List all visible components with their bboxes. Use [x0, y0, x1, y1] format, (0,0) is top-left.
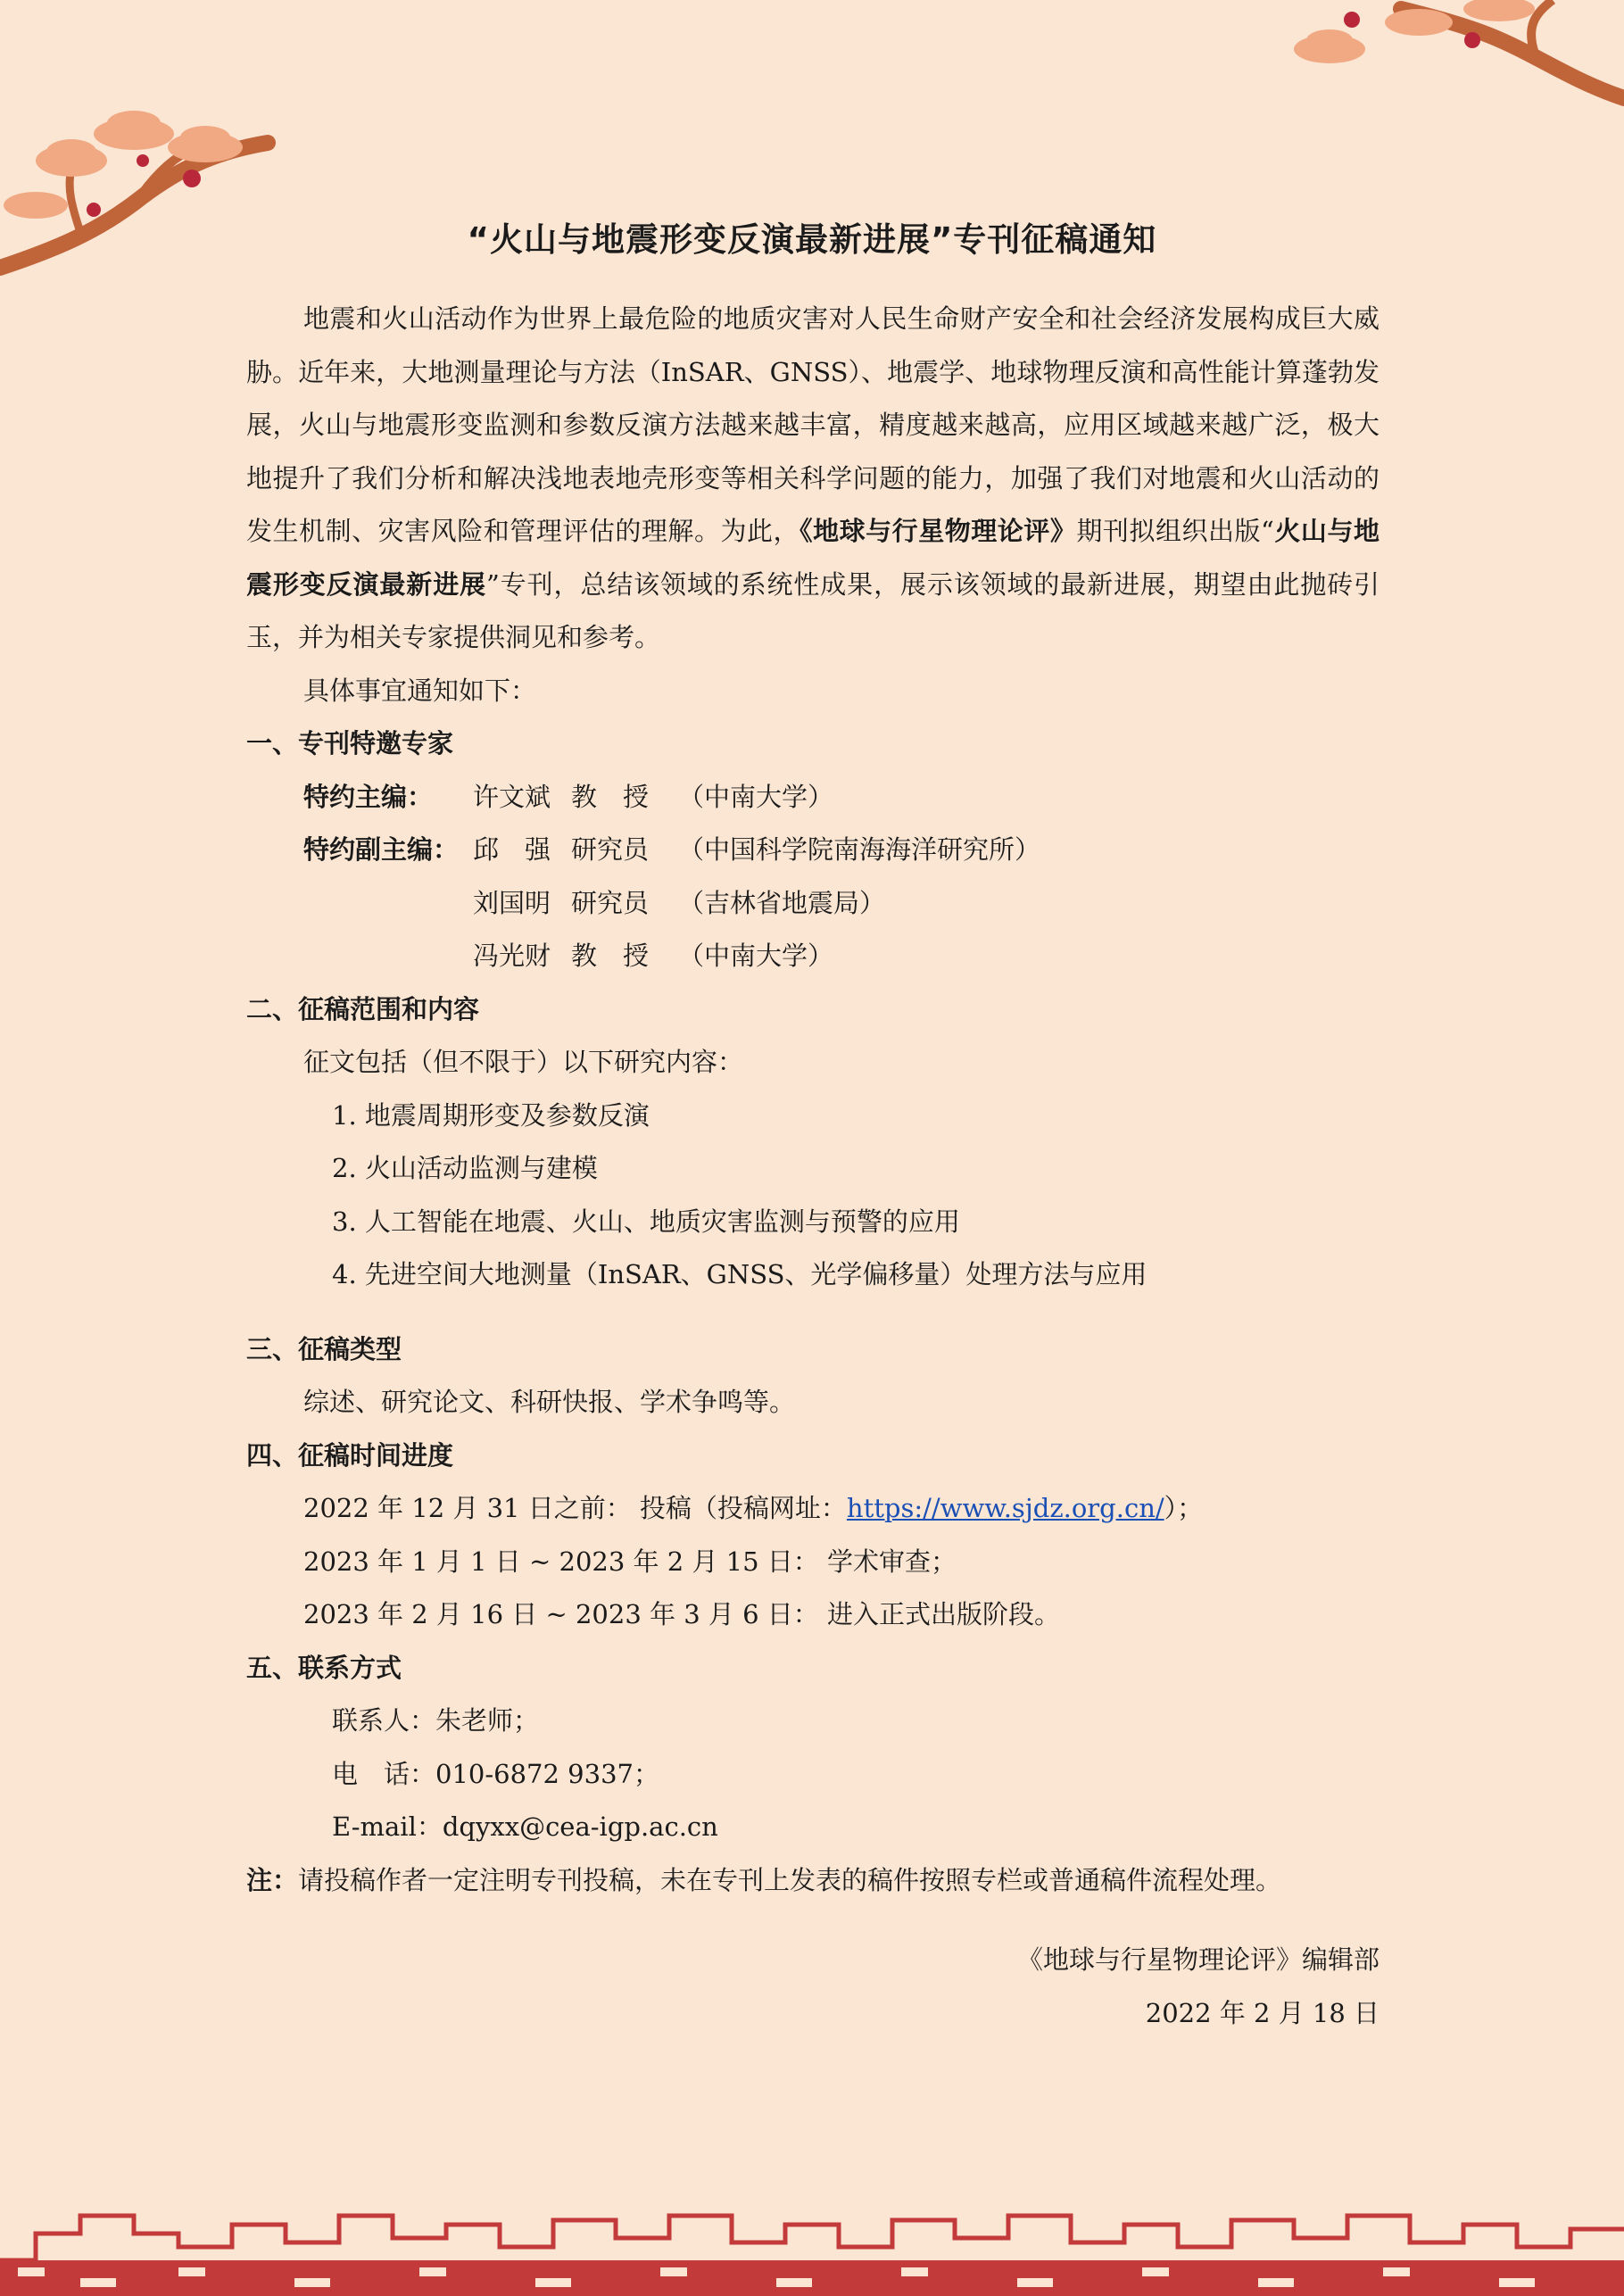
expert-title: 研究员: [571, 887, 650, 918]
page-title: “火山与地震形变反演最新进展”专刊征稿通知: [467, 220, 1157, 259]
expert-row-chief: [246, 771, 1380, 825]
expert-name: 许文斌: [473, 781, 551, 812]
section5-heading: 五、联系方式: [246, 1652, 402, 1683]
topic-item: 3. 人工智能在地震、火山、地质灾害监测与预警的应用: [332, 1206, 960, 1237]
expert-row-deputy: [246, 824, 1380, 877]
contact-person: 联系人：朱老师；: [332, 1705, 540, 1736]
intro-paragraph: [246, 293, 1380, 665]
deputy-editor-label: 特约副主编：: [303, 834, 460, 865]
chief-editor-label: 特约主编：: [303, 781, 434, 812]
journal-name: 《地球与行星物理论评》: [800, 516, 1077, 546]
expert-row-deputy: [246, 930, 1380, 983]
expert-row-deputy: [246, 877, 1380, 931]
signature-org: 《地球与行星物理论评》编辑部: [1016, 1944, 1380, 1975]
topic-item: 4. 先进空间大地测量（InSAR、GNSS、光学偏移量）处理方法与应用: [332, 1259, 1148, 1289]
expert-org: （中南大学）: [678, 941, 834, 971]
intro-text-a: 地震和火山活动作为世界上最危险的地质灾害对人民生命财产安全和社会经济发展构成巨大威胁。近年来，大地测量理论与方法（InSAR、GNSS）、地震学、地球物理反演和高性能计算蓬勃发展，火山与地震形变监测和参数反演方法越来越丰富，精度越来越高，应用区域越来越广泛，极大地提升了我们分析和解决浅地表地壳形变等相关科学问题的能力，加强了我们对地震和火山活动的发生机制、灾害风险和管理评估的理解。为此，: [246, 303, 1380, 546]
expert-name: 冯光财: [473, 941, 551, 971]
note-label: 注：: [246, 1864, 299, 1895]
signature-date: 2022 年 2 月 18 日: [1145, 1997, 1380, 2028]
expert-title: 教 授: [571, 781, 650, 812]
section3-heading: 三、征稿类型: [246, 1333, 402, 1364]
intro-text-c: ”专刊，总结该领域的系统性成果，展示该领域的最新进展，期望由此抛砖引玉，并为相关专家提供洞见和参考。: [246, 568, 1380, 652]
section2-heading: 二、征稿范围和内容: [246, 993, 480, 1024]
schedule-row: 2023 年 1 月 1 日 ~ 2023 年 2 月 15 日： 学术审查；: [303, 1546, 957, 1577]
intro-text-b: 期刊拟组织出版“: [1076, 516, 1274, 546]
notice-body: [246, 293, 1380, 2040]
schedule-text: 2022 年 12 月 31 日之前： 投稿（投稿网址：: [303, 1493, 847, 1523]
expert-name: 刘国明: [473, 887, 551, 918]
contact-phone: 电 话：010-6872 9337；: [332, 1758, 659, 1789]
expert-title: 研究员: [571, 834, 650, 865]
topic-item: 2. 火山活动监测与建模: [332, 1153, 598, 1183]
note: [246, 1854, 1380, 1908]
expert-org: （中国科学院南海海洋研究所）: [678, 834, 1041, 865]
special-issue-name: 火山与地震形变反演最新进展: [246, 516, 1380, 600]
expert-title: 教 授: [571, 941, 650, 971]
expert-org: （吉林省地震局）: [678, 887, 886, 918]
expert-org: （中南大学）: [678, 781, 834, 812]
note-text: 请投稿作者一定注明专刊投稿，未在专刊上发表的稿件按照专栏或普通稿件流程处理。: [298, 1864, 1282, 1895]
schedule-row: 2023 年 2 月 16 日 ~ 2023 年 3 月 6 日： 进入正式出版阶段。: [303, 1599, 1060, 1629]
contact-email[interactable]: E-mail：dqyxx@cea-igp.ac.cn: [332, 1811, 718, 1842]
submission-link[interactable]: https://www.sjdz.org.cn/: [846, 1493, 1164, 1523]
schedule-row: 2022 年 12 月 31 日之前： 投稿（投稿网址：https://www.sjdz.org.cn/）；: [303, 1493, 1204, 1523]
section2-lead: 征文包括（但不限于）以下研究内容：: [303, 1047, 744, 1077]
topic-item: 1. 地震周期形变及参数反演: [332, 1099, 650, 1131]
section4-heading: 四、征稿时间进度: [246, 1439, 454, 1471]
section3-text: 综述、研究论文、科研快报、学术争鸣等。: [303, 1387, 796, 1417]
section1-heading: 一、专刊特邀专家: [246, 728, 454, 758]
expert-name: 邱 强: [473, 834, 551, 865]
intro-followup: 具体事宜通知如下：: [303, 675, 537, 706]
